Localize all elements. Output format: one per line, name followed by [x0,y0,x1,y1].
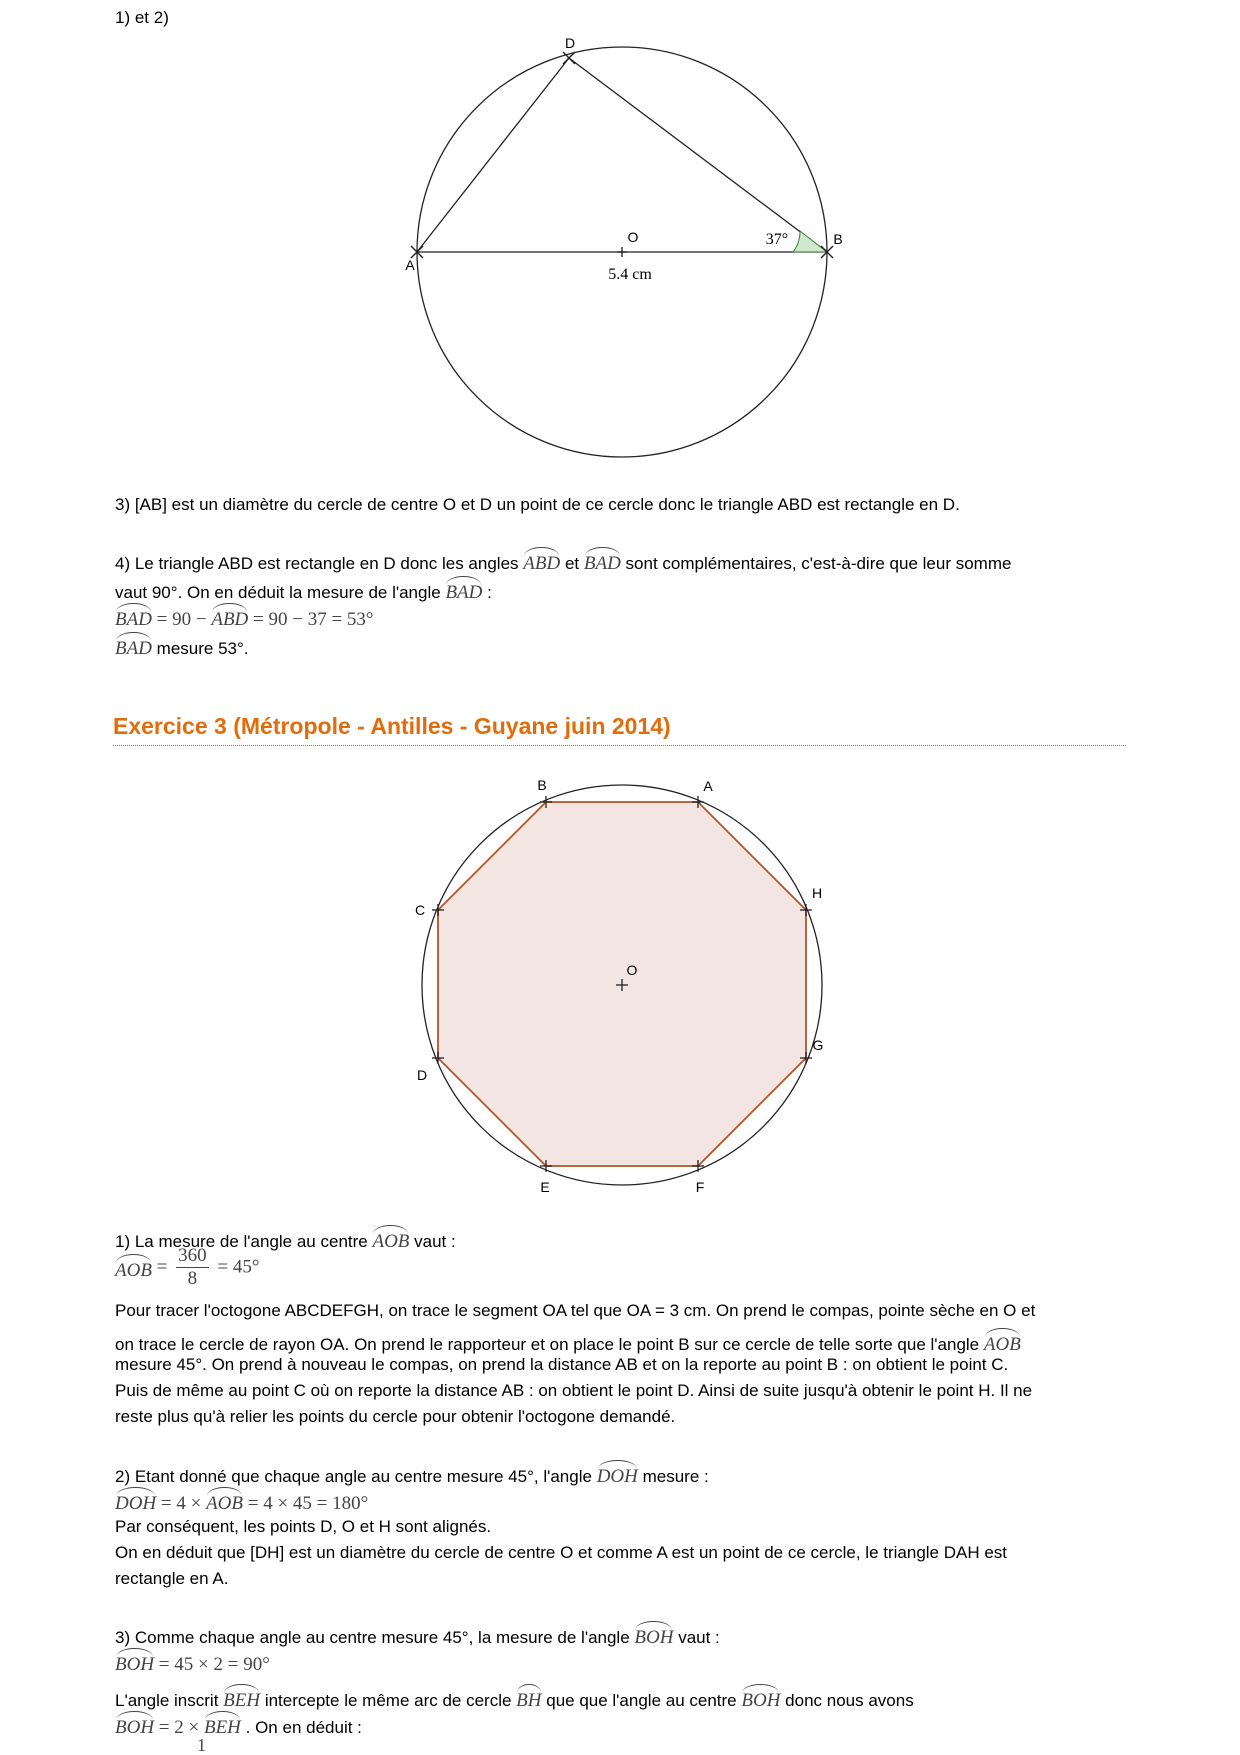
label-o: O [627,229,639,245]
q1-intro-text: 1) La mesure de l'angle au centre [115,1232,368,1251]
angle-boh: BOH [115,1711,154,1739]
angle-doh: DOH [597,1460,638,1488]
q3-vaut: vaut : [678,1628,720,1647]
angle-beh: BEH [223,1684,260,1712]
angle-boh: BOH [741,1684,780,1712]
angle-bad: BAD [115,603,152,631]
angle-aob: AOB [984,1328,1021,1356]
eq-part: = 90 − [156,609,207,630]
exercise-3-title: Exercice 3 (Métropole - Antilles - Guyane juin 2014) [113,713,671,739]
label-h: H [811,885,823,901]
q3-text: 3) [AB] est un diamètre du cercle de centre O et D un point de ce cercle donc le triangle ABD est rectangle en D. [115,495,960,514]
q4-concl-text: mesure 53°. [156,639,249,658]
q4-conclusion [115,632,249,660]
label-d: D [564,35,576,51]
q4-line2 [115,576,492,604]
point-markers [411,52,833,258]
angle-beh: BEH [204,1711,241,1739]
q4-line1 [115,547,1011,575]
label-f: F [695,1179,705,1195]
eq-result: = 45° [217,1256,260,1278]
eq-part: = 4 × 45 = 180° [247,1493,369,1514]
eq-part: = 2 × [158,1717,200,1738]
angle-boh: BOH [115,1648,154,1676]
ex3-q1-line: mesure 45°. On prend à nouveau le compas, on prend la distance AB et on la reporte au point B : on obtient le point C. [115,1355,1009,1374]
angle-aob: AOB [206,1487,243,1515]
label-d: D [416,1067,428,1083]
segment-db [569,58,827,252]
label-e: E [540,1179,550,1195]
ex3-q1-line: reste plus qu'à relier les points du cercle pour obtenir l'octogone demandé. [115,1407,676,1426]
ex3-q2-line: rectangle en A. [115,1569,229,1588]
ex3-q3-line [115,1684,914,1712]
angle-value: 37° [765,231,789,248]
q4-cont: sont complémentaires, c'est-à-dire que leur somme [625,554,1012,573]
label-o: O [626,962,638,978]
angle-bad: BAD [115,632,152,660]
figure-circle-triangle [0,0,1240,470]
angle-abd: ABD [523,547,560,575]
heading-rule [113,745,1126,746]
label-a: A [703,778,713,794]
ex3-q3-intro [115,1621,720,1649]
angle-bad: BAD [584,547,621,575]
eq-part: = 90 − 37 = 53° [253,609,374,630]
ex3-q1-equation [115,1245,259,1290]
angle-abd: ABD [211,603,248,631]
ex3-q3-equation [115,1648,270,1676]
q2-mesure: mesure : [642,1467,709,1486]
q3-text: intercepte le même arc de cercle [264,1691,512,1710]
eq-part: = 4 × [160,1493,202,1514]
eq-sign: = [156,1256,168,1278]
label-a: A [405,257,415,273]
arc-bh: BH [516,1684,541,1712]
eq-part: = 45 × 2 = 90° [158,1654,270,1675]
fraction [176,1245,209,1290]
ex3-q1-line [115,1328,1021,1356]
q4-text: vaut 90°. On en déduit la mesure de l'angle [115,583,441,602]
q1-line-text: on trace le cercle de rayon OA. On prend le rapporteur et on place le point B sur ce cercle de telle sorte que l'angle [115,1335,980,1354]
ex3-q2-line: On en déduit que [DH] est un diamètre du cercle de centre O et comme A est un point de ce cercle, le triangle DAH est [115,1543,1008,1562]
ex3-q1-line: Pour tracer l'octogone ABCDEFGH, on trace le segment OA tel que OA = 3 cm. On prend le compas, pointe sèche en O et [115,1301,1036,1320]
q4-colon: : [487,583,492,602]
section-label: 1) et 2) [115,8,169,27]
fraction-denominator: 8 [187,1268,198,1289]
segment-ad [417,58,569,252]
label-c: C [414,902,426,918]
ex3-q2-intro [115,1460,709,1488]
angle-boh: BOH [634,1621,673,1649]
q4-et: et [564,554,580,573]
q3-text: que que l'angle au centre [546,1691,737,1710]
angle-bad: BAD [445,576,482,604]
q4-intro: 4) Le triangle ABD est rectangle en D donc les angles [115,554,519,573]
ex3-q2-equation [115,1487,368,1515]
angle-doh: DOH [115,1487,156,1515]
q3-text: L'angle inscrit [115,1691,219,1710]
q2-intro-text: 2) Etant donné que chaque angle au centre mesure 45°, l'angle [115,1467,592,1486]
fraction-numerator: 360 [178,1245,207,1266]
label-b: B [833,231,843,247]
ex3-q2-line: Par conséquent, les points D, O et H sont alignés. [115,1517,492,1536]
q1-vaut: vaut : [414,1232,456,1251]
ex3-q1-line: Puis de même au point C où on reporte la distance AB : on obtient le point D. Ainsi de suite jusqu'à obtenir le point H. Il ne [115,1381,1033,1400]
q3-intro-text: 3) Comme chaque angle au centre mesure 45°, la mesure de l'angle [115,1628,630,1647]
label-g: G [812,1037,824,1053]
figure-octagon [0,760,1240,1220]
angle-aob: AOB [115,1254,152,1282]
angle-marker [793,231,827,252]
ex3-q3-line [115,1711,362,1739]
length-label: 5.4 cm [608,266,652,283]
q4-equation [115,603,374,631]
label-b: B [537,777,547,793]
cutoff-fraction-numerator: 1 [197,1735,206,1755]
angle-aob: AOB [372,1225,409,1253]
q3-text: . On en déduit : [245,1718,362,1737]
q3-text: donc nous avons [785,1691,914,1710]
